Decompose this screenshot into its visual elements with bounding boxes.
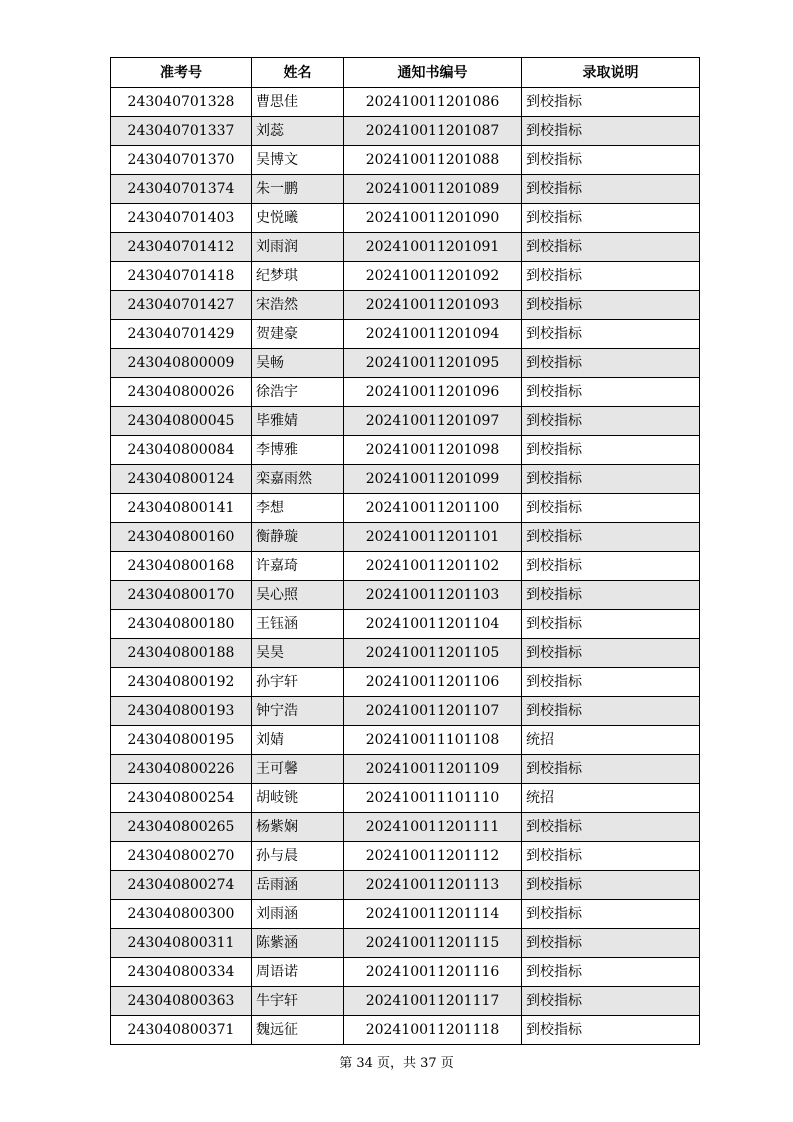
cell-admission-note: 到校指标 bbox=[522, 581, 700, 610]
cell-exam-no: 243040800009 bbox=[111, 349, 252, 378]
cell-admission-note: 到校指标 bbox=[522, 146, 700, 175]
cell-admission-note: 到校指标 bbox=[522, 407, 700, 436]
cell-name: 陈紫涵 bbox=[252, 929, 344, 958]
cell-exam-no: 243040800026 bbox=[111, 378, 252, 407]
admission-table bbox=[110, 57, 700, 1045]
table-row bbox=[111, 668, 700, 697]
table-row bbox=[111, 755, 700, 784]
cell-admission-note: 到校指标 bbox=[522, 813, 700, 842]
cell-exam-no: 243040800084 bbox=[111, 436, 252, 465]
cell-exam-no: 243040800141 bbox=[111, 494, 252, 523]
cell-notice-no: 202410011201088 bbox=[344, 146, 522, 175]
cell-name: 牛宇轩 bbox=[252, 987, 344, 1016]
cell-admission-note: 到校指标 bbox=[522, 494, 700, 523]
header-admission-note: 录取说明 bbox=[522, 58, 700, 88]
table-row bbox=[111, 726, 700, 755]
header-name: 姓名 bbox=[252, 58, 344, 88]
header-row bbox=[111, 58, 700, 88]
cell-notice-no: 202410011201098 bbox=[344, 436, 522, 465]
cell-notice-no: 202410011201094 bbox=[344, 320, 522, 349]
cell-name: 宋浩然 bbox=[252, 291, 344, 320]
cell-notice-no: 202410011201101 bbox=[344, 523, 522, 552]
cell-notice-no: 202410011201106 bbox=[344, 668, 522, 697]
cell-exam-no: 243040800168 bbox=[111, 552, 252, 581]
cell-notice-no: 202410011201111 bbox=[344, 813, 522, 842]
table-row bbox=[111, 784, 700, 813]
cell-exam-no: 243040800334 bbox=[111, 958, 252, 987]
cell-admission-note: 到校指标 bbox=[522, 987, 700, 1016]
cell-notice-no: 202410011201103 bbox=[344, 581, 522, 610]
cell-name: 毕雅婧 bbox=[252, 407, 344, 436]
cell-exam-no: 243040701328 bbox=[111, 88, 252, 117]
cell-notice-no: 202410011201113 bbox=[344, 871, 522, 900]
cell-notice-no: 202410011201096 bbox=[344, 378, 522, 407]
cell-admission-note: 统招 bbox=[522, 784, 700, 813]
cell-admission-note: 到校指标 bbox=[522, 233, 700, 262]
cell-notice-no: 202410011201093 bbox=[344, 291, 522, 320]
cell-notice-no: 202410011201118 bbox=[344, 1016, 522, 1045]
table-row bbox=[111, 465, 700, 494]
cell-exam-no: 243040800045 bbox=[111, 407, 252, 436]
cell-admission-note: 到校指标 bbox=[522, 204, 700, 233]
cell-admission-note: 到校指标 bbox=[522, 378, 700, 407]
cell-exam-no: 243040701429 bbox=[111, 320, 252, 349]
cell-exam-no: 243040800226 bbox=[111, 755, 252, 784]
table-row bbox=[111, 378, 700, 407]
cell-admission-note: 到校指标 bbox=[522, 755, 700, 784]
cell-name: 纪梦琪 bbox=[252, 262, 344, 291]
cell-name: 刘蕊 bbox=[252, 117, 344, 146]
cell-name: 贺建豪 bbox=[252, 320, 344, 349]
cell-exam-no: 243040701427 bbox=[111, 291, 252, 320]
cell-notice-no: 202410011201109 bbox=[344, 755, 522, 784]
cell-admission-note: 到校指标 bbox=[522, 88, 700, 117]
cell-notice-no: 202410011201097 bbox=[344, 407, 522, 436]
cell-name: 孙宇轩 bbox=[252, 668, 344, 697]
cell-exam-no: 243040800192 bbox=[111, 668, 252, 697]
cell-notice-no: 202410011201092 bbox=[344, 262, 522, 291]
table-row bbox=[111, 349, 700, 378]
cell-name: 吴畅 bbox=[252, 349, 344, 378]
cell-notice-no: 202410011201105 bbox=[344, 639, 522, 668]
cell-exam-no: 243040701418 bbox=[111, 262, 252, 291]
table-row bbox=[111, 813, 700, 842]
cell-notice-no: 202410011201116 bbox=[344, 958, 522, 987]
table-row bbox=[111, 175, 700, 204]
cell-name: 魏远征 bbox=[252, 1016, 344, 1045]
cell-name: 朱一鹏 bbox=[252, 175, 344, 204]
cell-name: 史悦曦 bbox=[252, 204, 344, 233]
cell-admission-note: 到校指标 bbox=[522, 262, 700, 291]
cell-exam-no: 243040800371 bbox=[111, 1016, 252, 1045]
cell-notice-no: 202410011201104 bbox=[344, 610, 522, 639]
cell-name: 栾嘉雨然 bbox=[252, 465, 344, 494]
table-row bbox=[111, 407, 700, 436]
cell-notice-no: 202410011201102 bbox=[344, 552, 522, 581]
cell-name: 刘雨涵 bbox=[252, 900, 344, 929]
cell-name: 周语诺 bbox=[252, 958, 344, 987]
table-row bbox=[111, 697, 700, 726]
cell-name: 李博雅 bbox=[252, 436, 344, 465]
cell-name: 刘雨润 bbox=[252, 233, 344, 262]
table-row bbox=[111, 610, 700, 639]
cell-name: 岳雨涵 bbox=[252, 871, 344, 900]
cell-exam-no: 243040800195 bbox=[111, 726, 252, 755]
table-row bbox=[111, 117, 700, 146]
table-row bbox=[111, 987, 700, 1016]
cell-notice-no: 202410011201095 bbox=[344, 349, 522, 378]
cell-exam-no: 243040800265 bbox=[111, 813, 252, 842]
cell-admission-note: 到校指标 bbox=[522, 697, 700, 726]
cell-exam-no: 243040800363 bbox=[111, 987, 252, 1016]
cell-exam-no: 243040800160 bbox=[111, 523, 252, 552]
cell-name: 吴博文 bbox=[252, 146, 344, 175]
cell-exam-no: 243040701412 bbox=[111, 233, 252, 262]
cell-exam-no: 243040800270 bbox=[111, 842, 252, 871]
table-row bbox=[111, 581, 700, 610]
cell-exam-no: 243040800193 bbox=[111, 697, 252, 726]
header-notice-no: 通知书编号 bbox=[344, 58, 522, 88]
table-row bbox=[111, 291, 700, 320]
cell-notice-no: 202410011201114 bbox=[344, 900, 522, 929]
table-row bbox=[111, 320, 700, 349]
table-row bbox=[111, 1016, 700, 1045]
cell-notice-no: 202410011201091 bbox=[344, 233, 522, 262]
table-body bbox=[111, 88, 700, 1045]
cell-admission-note: 到校指标 bbox=[522, 291, 700, 320]
header-exam-no: 准考号 bbox=[111, 58, 252, 88]
cell-admission-note: 到校指标 bbox=[522, 842, 700, 871]
cell-exam-no: 243040800180 bbox=[111, 610, 252, 639]
cell-notice-no: 202410011201090 bbox=[344, 204, 522, 233]
table-row bbox=[111, 929, 700, 958]
table-row bbox=[111, 146, 700, 175]
cell-admission-note: 到校指标 bbox=[522, 465, 700, 494]
cell-notice-no: 202410011101110 bbox=[344, 784, 522, 813]
cell-notice-no: 202410011201100 bbox=[344, 494, 522, 523]
table-row bbox=[111, 523, 700, 552]
cell-exam-no: 243040701370 bbox=[111, 146, 252, 175]
cell-admission-note: 到校指标 bbox=[522, 900, 700, 929]
cell-exam-no: 243040800254 bbox=[111, 784, 252, 813]
cell-admission-note: 到校指标 bbox=[522, 436, 700, 465]
table-row bbox=[111, 639, 700, 668]
cell-admission-note: 到校指标 bbox=[522, 1016, 700, 1045]
cell-notice-no: 202410011101108 bbox=[344, 726, 522, 755]
table-row bbox=[111, 900, 700, 929]
cell-exam-no: 243040701374 bbox=[111, 175, 252, 204]
cell-name: 胡岐铫 bbox=[252, 784, 344, 813]
table-row bbox=[111, 204, 700, 233]
cell-name: 许嘉琦 bbox=[252, 552, 344, 581]
cell-name: 吴昊 bbox=[252, 639, 344, 668]
cell-admission-note: 到校指标 bbox=[522, 639, 700, 668]
cell-name: 衡静璇 bbox=[252, 523, 344, 552]
cell-notice-no: 202410011201089 bbox=[344, 175, 522, 204]
cell-exam-no: 243040800311 bbox=[111, 929, 252, 958]
cell-exam-no: 243040800300 bbox=[111, 900, 252, 929]
cell-exam-no: 243040701403 bbox=[111, 204, 252, 233]
cell-admission-note: 到校指标 bbox=[522, 349, 700, 378]
table-row bbox=[111, 494, 700, 523]
table-row bbox=[111, 958, 700, 987]
cell-admission-note: 到校指标 bbox=[522, 610, 700, 639]
cell-name: 孙与晨 bbox=[252, 842, 344, 871]
cell-notice-no: 202410011201087 bbox=[344, 117, 522, 146]
cell-notice-no: 202410011201115 bbox=[344, 929, 522, 958]
cell-admission-note: 到校指标 bbox=[522, 668, 700, 697]
table-row bbox=[111, 871, 700, 900]
table-row bbox=[111, 842, 700, 871]
cell-name: 王可馨 bbox=[252, 755, 344, 784]
cell-admission-note: 到校指标 bbox=[522, 117, 700, 146]
page-number: 第 34 页，共 37 页 bbox=[339, 1056, 454, 1071]
cell-name: 曹思佳 bbox=[252, 88, 344, 117]
table-header bbox=[111, 58, 700, 88]
cell-admission-note: 到校指标 bbox=[522, 958, 700, 987]
table-row bbox=[111, 552, 700, 581]
cell-admission-note: 统招 bbox=[522, 726, 700, 755]
cell-name: 刘婧 bbox=[252, 726, 344, 755]
cell-notice-no: 202410011201117 bbox=[344, 987, 522, 1016]
table-row bbox=[111, 262, 700, 291]
cell-name: 王钰涵 bbox=[252, 610, 344, 639]
cell-notice-no: 202410011201112 bbox=[344, 842, 522, 871]
cell-admission-note: 到校指标 bbox=[522, 320, 700, 349]
cell-exam-no: 243040800170 bbox=[111, 581, 252, 610]
cell-name: 杨紫娴 bbox=[252, 813, 344, 842]
cell-notice-no: 202410011201086 bbox=[344, 88, 522, 117]
cell-exam-no: 243040800188 bbox=[111, 639, 252, 668]
cell-name: 吴心照 bbox=[252, 581, 344, 610]
table-row bbox=[111, 233, 700, 262]
cell-exam-no: 243040800274 bbox=[111, 871, 252, 900]
table-row bbox=[111, 88, 700, 117]
cell-exam-no: 243040800124 bbox=[111, 465, 252, 494]
cell-admission-note: 到校指标 bbox=[522, 871, 700, 900]
cell-name: 徐浩宇 bbox=[252, 378, 344, 407]
cell-name: 李想 bbox=[252, 494, 344, 523]
cell-admission-note: 到校指标 bbox=[522, 175, 700, 204]
cell-admission-note: 到校指标 bbox=[522, 929, 700, 958]
table-row bbox=[111, 436, 700, 465]
cell-notice-no: 202410011201099 bbox=[344, 465, 522, 494]
cell-notice-no: 202410011201107 bbox=[344, 697, 522, 726]
cell-exam-no: 243040701337 bbox=[111, 117, 252, 146]
cell-admission-note: 到校指标 bbox=[522, 523, 700, 552]
cell-name: 钟宁浩 bbox=[252, 697, 344, 726]
cell-admission-note: 到校指标 bbox=[522, 552, 700, 581]
